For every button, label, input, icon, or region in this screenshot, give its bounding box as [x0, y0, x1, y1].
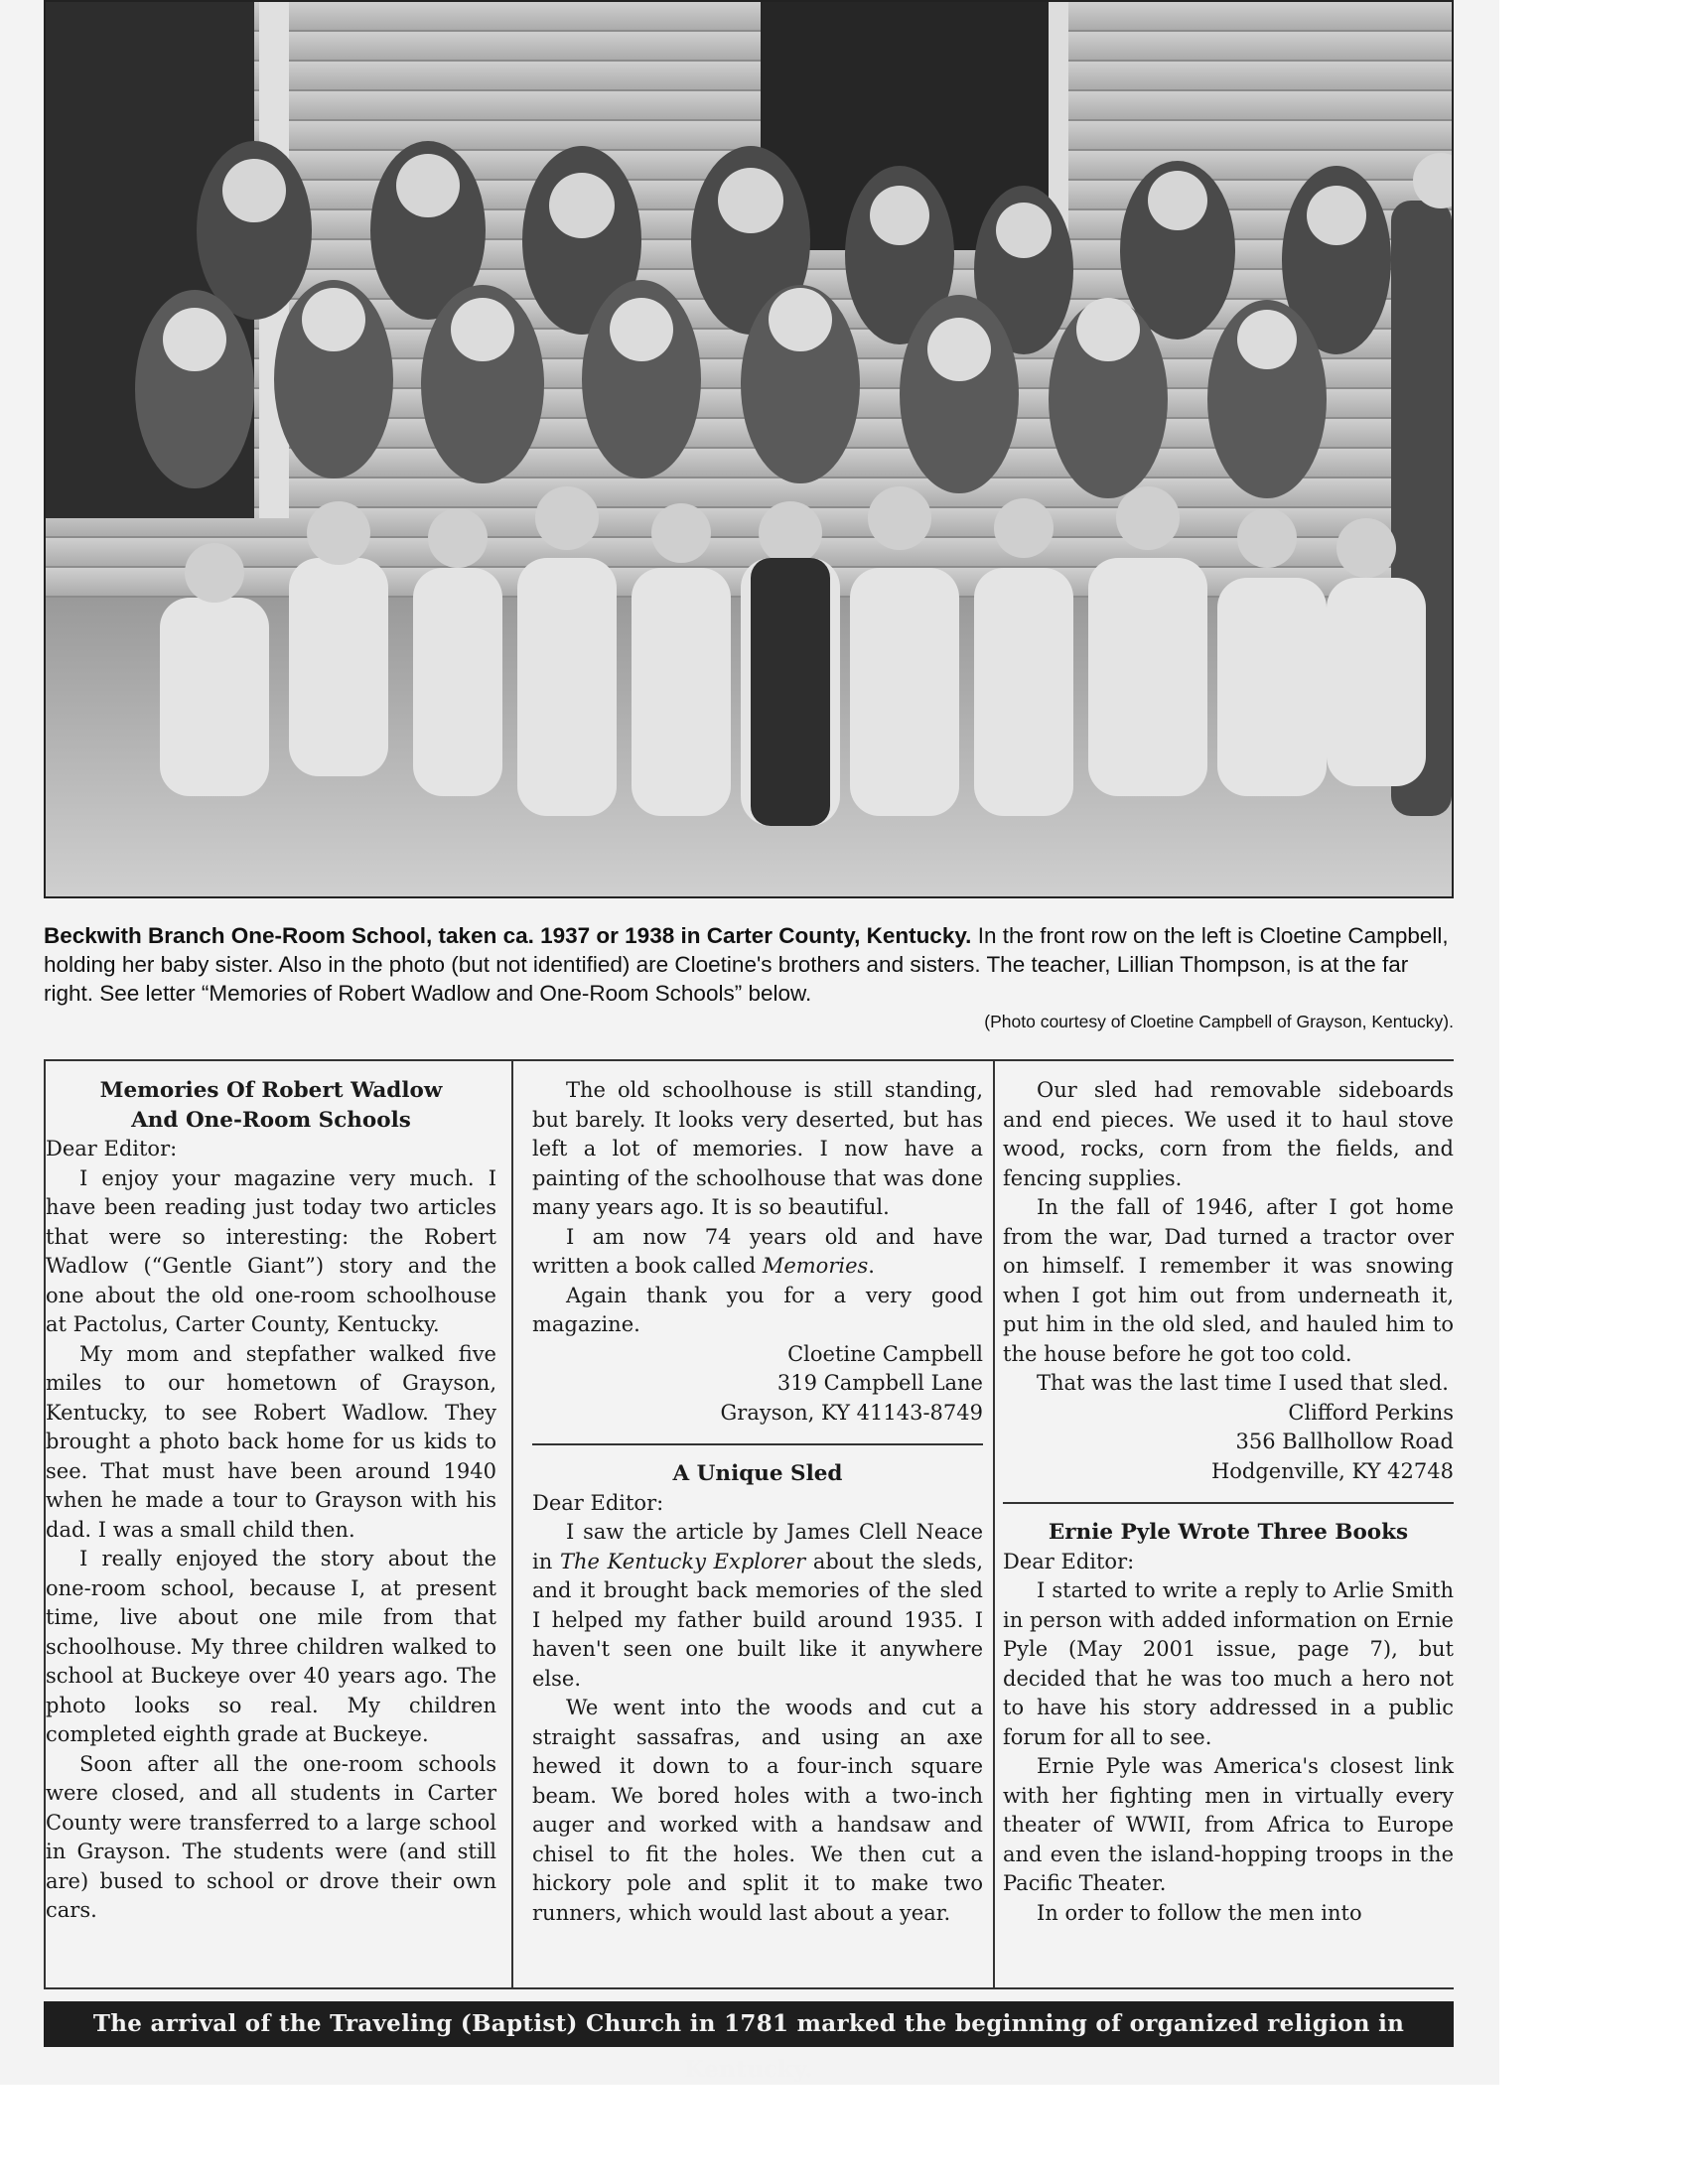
- photo-illustration: [46, 2, 1452, 896]
- letter2-paragraph: That was the last time I used that sled.: [1037, 1371, 1449, 1395]
- top-divider: [44, 1059, 1454, 1061]
- letter2-text: I saw the article by James Clell Neace in: [532, 1520, 983, 1573]
- letter3-title: Ernie Pyle Wrote Three Books: [1048, 1520, 1409, 1545]
- footer-fact-banner: The arrival of the Traveling (Baptist) Church in 1781 marked the beginning of organized religion in Kentucky.: [44, 2001, 1454, 2047]
- letter1-signature-name: Cloetine Campbell: [787, 1341, 983, 1366]
- letter1-signature-address: 319 Campbell Lane: [776, 1371, 983, 1395]
- column-2: [532, 1076, 983, 1928]
- letter1-text: I am now 74 years old and have written a book called: [532, 1224, 983, 1278]
- photo-caption: [44, 921, 1454, 1033]
- letter2-signature-address: 356 Ballhollow Road: [1235, 1430, 1454, 1453]
- magazine-title: The Kentucky Explorer: [559, 1549, 806, 1573]
- letter2-signature-name: Clifford Perkins: [1288, 1400, 1454, 1425]
- letter2-text: about the sleds, and it brought back memories of the sled I helped my father build around 1935. I haven't seen one built like it anywhere else.: [532, 1549, 983, 1691]
- bottom-divider: [44, 1987, 1454, 1989]
- letter2-salutation: Dear Editor:: [532, 1490, 664, 1515]
- column-divider-1: [511, 1061, 513, 1988]
- letter3-paragraph: Ernie Pyle was America's closest link with her fighting men in virtually every theater of WWII, from Africa to Europe and even the island-hopping troops in the Pacific Theater.: [1003, 1754, 1454, 1895]
- letter1-paragraph: Again thank you for a very good magazine.: [532, 1283, 983, 1336]
- letter1-signature-city: Grayson, KY 41143-8749: [720, 1400, 983, 1425]
- letter3-paragraph: I started to write a reply to Arlie Smith in person with added information on Ernie Pyle (May 2001 issue, page 7), but decided that he was too much a hero not to have his story addressed in a public forum for all to see.: [1003, 1578, 1454, 1749]
- book-title: Memories: [762, 1254, 869, 1278]
- column-3: [1003, 1076, 1454, 1928]
- letter2-paragraph: In the fall of 1946, after I got home from the war, Dad turned a tractor over on himself. I remember it was snowing when I got him out from underneath it, put him in the old sled, and hauled him to the house before he got too cold.: [1003, 1195, 1454, 1366]
- letter1-paragraph: My mom and stepfather walked five miles to our hometown of Grayson, Kentucky, to see Robert Wadlow. They brought a photo back home for us kids to see. That must have been around 1940 when he made a tour to Grayson with his dad. I was a small child then.: [46, 1341, 496, 1542]
- letter1-salutation: Dear Editor:: [46, 1137, 178, 1160]
- letter1-text: .: [868, 1254, 875, 1278]
- letter2-paragraph: We went into the woods and cut a straight sassafras, and using an axe hewed it down to a four-inch square beam. We bored holes with a two-inch auger and worked with a handsaw and chisel to fit the holes. We then cut a hickory pole and split it to make two runners, which would last about a year.: [532, 1696, 983, 1925]
- column-divider-2: [993, 1061, 995, 1988]
- letter1-title-line1: Memories Of Robert Wadlow: [99, 1078, 443, 1103]
- letter2-paragraph: Our sled had removable sideboards and end pieces. We used it to haul stove wood, rocks, corn from the fields, and fencing supplies.: [1003, 1078, 1454, 1190]
- letter2-title: A Unique Sled: [672, 1461, 843, 1486]
- column-1: [46, 1076, 496, 1926]
- letter1-paragraph: The old schoolhouse is still standing, but barely. It looks very deserted, but has left a lot of memories. I now have a painting of the schoolhouse that was done many years ago. It is so beautiful.: [532, 1078, 983, 1219]
- letter3-paragraph: In order to follow the men into: [1037, 1900, 1362, 1925]
- letter-separator: [1003, 1502, 1454, 1504]
- photo-credit: (Photo courtesy of Cloetine Campbell of Grayson, Kentucky).: [984, 1012, 1454, 1031]
- caption-headline: Beckwith Branch One-Room School, taken ca. 1937 or 1938 in Carter County, Kentucky.: [44, 923, 972, 948]
- caption-body: In the front row on the left is Cloetine Campbell, holding her baby sister. Also in the photo (but not identified) are Cloetine's brothers and sisters. The teacher, Lillian Thompson, is at the far right. See letter “Memories of Robert Wadlow and One-Room Schools” below.: [44, 923, 1449, 1006]
- letter1-paragraph: I enjoy your magazine very much. I have been reading just today two articles that were so interesting: the Robert Wadlow (“Gentle Giant”) story and the one about the old one-room schoolhouse at Pactolus, Carter County, Kentucky.: [46, 1165, 496, 1336]
- letter-separator: [532, 1443, 983, 1445]
- letter1-title-line2: And One-Room Schools: [131, 1107, 411, 1133]
- letter2-paragraph: [532, 1518, 983, 1694]
- letter2-signature-city: Hodgenville, KY 42748: [1210, 1458, 1454, 1483]
- school-group-photo: [44, 0, 1454, 898]
- letter3-salutation: Dear Editor:: [1003, 1549, 1135, 1573]
- letter1-paragraph: Soon after all the one-room schools were closed, and all students in Carter County were transferred to a large school in Grayson. The students were (and still are) bused to school or drove their own cars.: [46, 1751, 496, 1922]
- letter1-paragraph: I really enjoyed the story about the one-room school, because I, at present time, live about one mile from that schoolhouse. My three children walked to school at Buckeye over 40 years ago. The photo looks so real. My children completed eighth grade at Buckeye.: [46, 1547, 496, 1746]
- letter1-paragraph: [532, 1223, 983, 1282]
